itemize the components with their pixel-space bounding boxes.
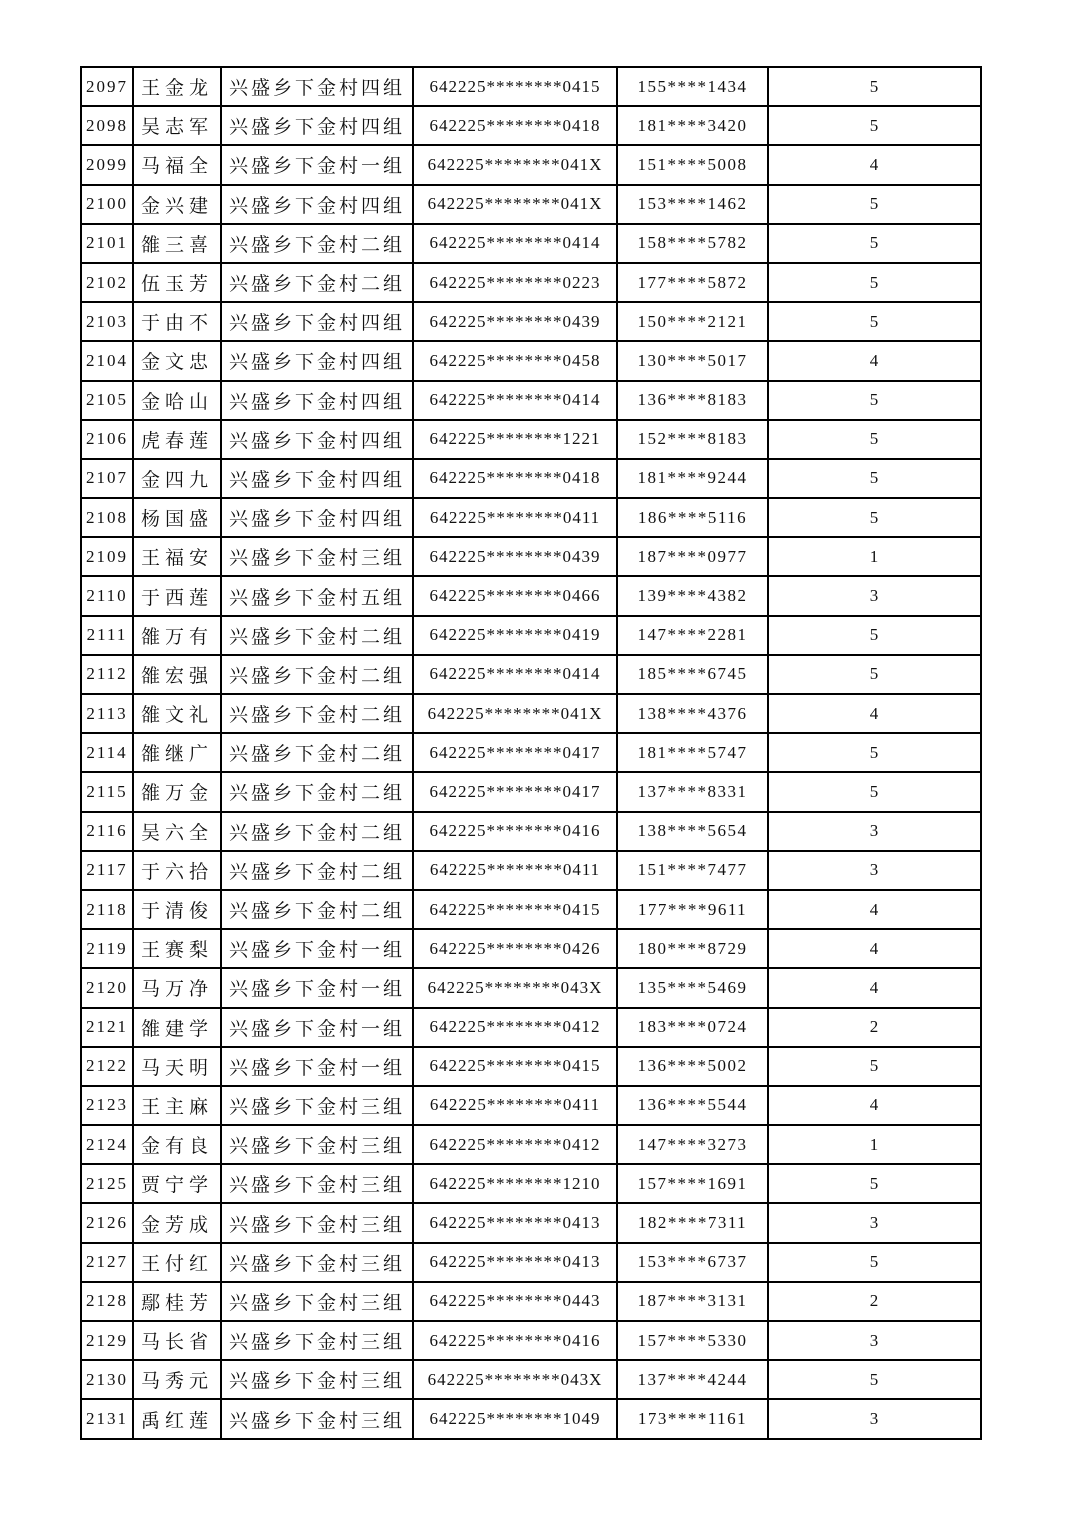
masked-phone-cell: 186****5116 xyxy=(617,498,768,537)
person-name-cell: 金四九 xyxy=(133,459,221,498)
person-name-cell: 杨国盛 xyxy=(133,498,221,537)
person-name-cell: 贾宁学 xyxy=(133,1164,221,1203)
count-cell: 4 xyxy=(768,1086,981,1125)
serial-number-cell: 2126 xyxy=(81,1203,133,1242)
masked-phone-cell: 153****6737 xyxy=(617,1243,768,1282)
masked-phone-cell: 152****8183 xyxy=(617,420,768,459)
village-group-cell: 兴盛乡下金村三组 xyxy=(221,1399,413,1439)
person-name-cell: 雒继广 xyxy=(133,733,221,772)
table-row xyxy=(81,420,981,459)
count-cell: 5 xyxy=(768,302,981,341)
serial-number-cell: 2097 xyxy=(81,67,133,106)
masked-id-number-cell: 642225********0418 xyxy=(413,106,617,145)
person-name-cell: 雒万金 xyxy=(133,772,221,811)
person-name-cell: 马长省 xyxy=(133,1321,221,1360)
masked-phone-cell: 177****9611 xyxy=(617,890,768,929)
person-name-cell: 于清俊 xyxy=(133,890,221,929)
masked-phone-cell: 137****8331 xyxy=(617,772,768,811)
serial-number-cell: 2131 xyxy=(81,1399,133,1439)
masked-id-number-cell: 642225********1221 xyxy=(413,420,617,459)
masked-phone-cell: 155****1434 xyxy=(617,67,768,106)
masked-id-number-cell: 642225********0413 xyxy=(413,1243,617,1282)
count-cell: 5 xyxy=(768,1360,981,1399)
masked-id-number-cell: 642225********0439 xyxy=(413,302,617,341)
person-name-cell: 马天明 xyxy=(133,1047,221,1086)
table-row xyxy=(81,1164,981,1203)
masked-phone-cell: 180****8729 xyxy=(617,929,768,968)
serial-number-cell: 2113 xyxy=(81,694,133,733)
serial-number-cell: 2111 xyxy=(81,616,133,655)
count-cell: 1 xyxy=(768,1125,981,1164)
count-cell: 3 xyxy=(768,1321,981,1360)
serial-number-cell: 2099 xyxy=(81,145,133,184)
count-cell: 5 xyxy=(768,420,981,459)
table-row xyxy=(81,263,981,302)
masked-id-number-cell: 642225********0418 xyxy=(413,459,617,498)
table-row xyxy=(81,1243,981,1282)
serial-number-cell: 2100 xyxy=(81,185,133,224)
serial-number-cell: 2102 xyxy=(81,263,133,302)
person-name-cell: 王福安 xyxy=(133,537,221,576)
masked-phone-cell: 157****5330 xyxy=(617,1321,768,1360)
serial-number-cell: 2127 xyxy=(81,1243,133,1282)
masked-phone-cell: 139****4382 xyxy=(617,576,768,615)
masked-phone-cell: 187****3131 xyxy=(617,1282,768,1321)
village-group-cell: 兴盛乡下金村二组 xyxy=(221,263,413,302)
serial-number-cell: 2114 xyxy=(81,733,133,772)
count-cell: 4 xyxy=(768,890,981,929)
table-row xyxy=(81,812,981,851)
masked-phone-cell: 138****5654 xyxy=(617,812,768,851)
person-name-cell: 雒三喜 xyxy=(133,224,221,263)
village-group-cell: 兴盛乡下金村三组 xyxy=(221,1282,413,1321)
table-row xyxy=(81,537,981,576)
table-row xyxy=(81,1321,981,1360)
masked-phone-cell: 151****5008 xyxy=(617,145,768,184)
serial-number-cell: 2125 xyxy=(81,1164,133,1203)
village-group-cell: 兴盛乡下金村一组 xyxy=(221,145,413,184)
village-group-cell: 兴盛乡下金村一组 xyxy=(221,1008,413,1047)
person-name-cell: 金兴建 xyxy=(133,185,221,224)
table-row xyxy=(81,1282,981,1321)
serial-number-cell: 2122 xyxy=(81,1047,133,1086)
table-row xyxy=(81,1008,981,1047)
masked-phone-cell: 173****1161 xyxy=(617,1399,768,1439)
village-group-cell: 兴盛乡下金村二组 xyxy=(221,851,413,890)
masked-id-number-cell: 642225********043X xyxy=(413,1360,617,1399)
count-cell: 5 xyxy=(768,616,981,655)
count-cell: 4 xyxy=(768,929,981,968)
count-cell: 5 xyxy=(768,1047,981,1086)
masked-phone-cell: 157****1691 xyxy=(617,1164,768,1203)
table-row xyxy=(81,1360,981,1399)
serial-number-cell: 2128 xyxy=(81,1282,133,1321)
table-row xyxy=(81,106,981,145)
masked-phone-cell: 181****3420 xyxy=(617,106,768,145)
person-name-cell: 伍玉芳 xyxy=(133,263,221,302)
table-row xyxy=(81,655,981,694)
masked-id-number-cell: 642225********0439 xyxy=(413,537,617,576)
person-name-cell: 禹红莲 xyxy=(133,1399,221,1439)
serial-number-cell: 2117 xyxy=(81,851,133,890)
village-group-cell: 兴盛乡下金村二组 xyxy=(221,655,413,694)
table-row xyxy=(81,1125,981,1164)
count-cell: 5 xyxy=(768,381,981,420)
masked-id-number-cell: 642225********041X xyxy=(413,145,617,184)
masked-phone-cell: 185****6745 xyxy=(617,655,768,694)
person-name-cell: 王主麻 xyxy=(133,1086,221,1125)
masked-id-number-cell: 642225********0466 xyxy=(413,576,617,615)
serial-number-cell: 2104 xyxy=(81,341,133,380)
masked-id-number-cell: 642225********0411 xyxy=(413,498,617,537)
serial-number-cell: 2129 xyxy=(81,1321,133,1360)
masked-id-number-cell: 642225********041X xyxy=(413,694,617,733)
masked-phone-cell: 147****2281 xyxy=(617,616,768,655)
table-row xyxy=(81,185,981,224)
count-cell: 5 xyxy=(768,733,981,772)
person-name-cell: 于西莲 xyxy=(133,576,221,615)
serial-number-cell: 2118 xyxy=(81,890,133,929)
masked-phone-cell: 130****5017 xyxy=(617,341,768,380)
person-name-cell: 吴志军 xyxy=(133,106,221,145)
person-name-cell: 马万净 xyxy=(133,968,221,1007)
village-group-cell: 兴盛乡下金村四组 xyxy=(221,341,413,380)
serial-number-cell: 2105 xyxy=(81,381,133,420)
count-cell: 5 xyxy=(768,1164,981,1203)
count-cell: 5 xyxy=(768,498,981,537)
masked-phone-cell: 136****5544 xyxy=(617,1086,768,1125)
count-cell: 4 xyxy=(768,341,981,380)
masked-id-number-cell: 642225********0414 xyxy=(413,224,617,263)
count-cell: 3 xyxy=(768,576,981,615)
village-group-cell: 兴盛乡下金村四组 xyxy=(221,302,413,341)
person-name-cell: 雒万有 xyxy=(133,616,221,655)
village-group-cell: 兴盛乡下金村三组 xyxy=(221,1086,413,1125)
village-group-cell: 兴盛乡下金村二组 xyxy=(221,890,413,929)
village-group-cell: 兴盛乡下金村二组 xyxy=(221,224,413,263)
masked-id-number-cell: 642225********0426 xyxy=(413,929,617,968)
count-cell: 5 xyxy=(768,655,981,694)
masked-phone-cell: 177****5872 xyxy=(617,263,768,302)
table-row xyxy=(81,1047,981,1086)
person-name-cell: 金哈山 xyxy=(133,381,221,420)
serial-number-cell: 2101 xyxy=(81,224,133,263)
serial-number-cell: 2119 xyxy=(81,929,133,968)
masked-id-number-cell: 642225********0419 xyxy=(413,616,617,655)
count-cell: 4 xyxy=(768,968,981,1007)
count-cell: 5 xyxy=(768,1243,981,1282)
table-row xyxy=(81,1086,981,1125)
table-row xyxy=(81,498,981,537)
masked-phone-cell: 137****4244 xyxy=(617,1360,768,1399)
village-group-cell: 兴盛乡下金村二组 xyxy=(221,694,413,733)
serial-number-cell: 2106 xyxy=(81,420,133,459)
count-cell: 3 xyxy=(768,1399,981,1439)
village-group-cell: 兴盛乡下金村二组 xyxy=(221,616,413,655)
village-group-cell: 兴盛乡下金村三组 xyxy=(221,1125,413,1164)
village-group-cell: 兴盛乡下金村三组 xyxy=(221,1360,413,1399)
person-name-cell: 鄢桂芳 xyxy=(133,1282,221,1321)
person-name-cell: 于六拾 xyxy=(133,851,221,890)
masked-id-number-cell: 642225********041X xyxy=(413,185,617,224)
masked-id-number-cell: 642225********0415 xyxy=(413,67,617,106)
masked-id-number-cell: 642225********0443 xyxy=(413,1282,617,1321)
count-cell: 5 xyxy=(768,263,981,302)
serial-number-cell: 2130 xyxy=(81,1360,133,1399)
village-group-cell: 兴盛乡下金村二组 xyxy=(221,812,413,851)
village-group-cell: 兴盛乡下金村四组 xyxy=(221,459,413,498)
masked-id-number-cell: 642225********0412 xyxy=(413,1008,617,1047)
person-name-cell: 王付红 xyxy=(133,1243,221,1282)
count-cell: 5 xyxy=(768,772,981,811)
masked-phone-cell: 151****7477 xyxy=(617,851,768,890)
masked-id-number-cell: 642225********0412 xyxy=(413,1125,617,1164)
person-name-cell: 马秀元 xyxy=(133,1360,221,1399)
masked-id-number-cell: 642225********0415 xyxy=(413,890,617,929)
village-group-cell: 兴盛乡下金村四组 xyxy=(221,381,413,420)
masked-id-number-cell: 642225********0417 xyxy=(413,733,617,772)
serial-number-cell: 2123 xyxy=(81,1086,133,1125)
serial-number-cell: 2103 xyxy=(81,302,133,341)
masked-phone-cell: 138****4376 xyxy=(617,694,768,733)
count-cell: 3 xyxy=(768,1203,981,1242)
serial-number-cell: 2120 xyxy=(81,968,133,1007)
masked-phone-cell: 181****9244 xyxy=(617,459,768,498)
resident-roster-table xyxy=(80,66,982,1440)
masked-phone-cell: 182****7311 xyxy=(617,1203,768,1242)
village-group-cell: 兴盛乡下金村四组 xyxy=(221,185,413,224)
masked-id-number-cell: 642225********0223 xyxy=(413,263,617,302)
masked-id-number-cell: 642225********0415 xyxy=(413,1047,617,1086)
person-name-cell: 王金龙 xyxy=(133,67,221,106)
table-row xyxy=(81,459,981,498)
serial-number-cell: 2108 xyxy=(81,498,133,537)
serial-number-cell: 2115 xyxy=(81,772,133,811)
table-row xyxy=(81,929,981,968)
village-group-cell: 兴盛乡下金村四组 xyxy=(221,420,413,459)
village-group-cell: 兴盛乡下金村五组 xyxy=(221,576,413,615)
masked-phone-cell: 181****5747 xyxy=(617,733,768,772)
person-name-cell: 王赛梨 xyxy=(133,929,221,968)
village-group-cell: 兴盛乡下金村三组 xyxy=(221,1243,413,1282)
village-group-cell: 兴盛乡下金村一组 xyxy=(221,968,413,1007)
person-name-cell: 雒文礼 xyxy=(133,694,221,733)
serial-number-cell: 2107 xyxy=(81,459,133,498)
table-row xyxy=(81,341,981,380)
masked-phone-cell: 153****1462 xyxy=(617,185,768,224)
person-name-cell: 于由不 xyxy=(133,302,221,341)
table-row xyxy=(81,381,981,420)
serial-number-cell: 2121 xyxy=(81,1008,133,1047)
masked-phone-cell: 136****8183 xyxy=(617,381,768,420)
serial-number-cell: 2116 xyxy=(81,812,133,851)
masked-phone-cell: 147****3273 xyxy=(617,1125,768,1164)
person-name-cell: 金文忠 xyxy=(133,341,221,380)
masked-id-number-cell: 642225********0458 xyxy=(413,341,617,380)
table-row xyxy=(81,616,981,655)
table-row xyxy=(81,1399,981,1439)
count-cell: 4 xyxy=(768,145,981,184)
village-group-cell: 兴盛乡下金村一组 xyxy=(221,1047,413,1086)
masked-id-number-cell: 642225********043X xyxy=(413,968,617,1007)
person-name-cell: 金有良 xyxy=(133,1125,221,1164)
count-cell: 4 xyxy=(768,694,981,733)
table-row xyxy=(81,302,981,341)
masked-id-number-cell: 642225********0414 xyxy=(413,381,617,420)
table-row xyxy=(81,772,981,811)
person-name-cell: 马福全 xyxy=(133,145,221,184)
masked-id-number-cell: 642225********0413 xyxy=(413,1203,617,1242)
count-cell: 3 xyxy=(768,812,981,851)
village-group-cell: 兴盛乡下金村三组 xyxy=(221,1203,413,1242)
masked-phone-cell: 187****0977 xyxy=(617,537,768,576)
masked-phone-cell: 136****5002 xyxy=(617,1047,768,1086)
masked-id-number-cell: 642225********1049 xyxy=(413,1399,617,1439)
village-group-cell: 兴盛乡下金村四组 xyxy=(221,106,413,145)
table-row xyxy=(81,890,981,929)
masked-phone-cell: 150****2121 xyxy=(617,302,768,341)
masked-id-number-cell: 642225********0411 xyxy=(413,1086,617,1125)
masked-id-number-cell: 642225********0416 xyxy=(413,812,617,851)
village-group-cell: 兴盛乡下金村三组 xyxy=(221,537,413,576)
village-group-cell: 兴盛乡下金村三组 xyxy=(221,1321,413,1360)
masked-phone-cell: 158****5782 xyxy=(617,224,768,263)
masked-id-number-cell: 642225********0416 xyxy=(413,1321,617,1360)
table-body xyxy=(81,67,981,1439)
count-cell: 1 xyxy=(768,537,981,576)
serial-number-cell: 2110 xyxy=(81,576,133,615)
table-row xyxy=(81,733,981,772)
village-group-cell: 兴盛乡下金村二组 xyxy=(221,772,413,811)
table-row xyxy=(81,67,981,106)
count-cell: 5 xyxy=(768,185,981,224)
serial-number-cell: 2124 xyxy=(81,1125,133,1164)
village-group-cell: 兴盛乡下金村四组 xyxy=(221,498,413,537)
masked-id-number-cell: 642225********1210 xyxy=(413,1164,617,1203)
table-row xyxy=(81,694,981,733)
person-name-cell: 雒建学 xyxy=(133,1008,221,1047)
masked-phone-cell: 135****5469 xyxy=(617,968,768,1007)
table-row xyxy=(81,968,981,1007)
serial-number-cell: 2098 xyxy=(81,106,133,145)
masked-id-number-cell: 642225********0417 xyxy=(413,772,617,811)
table-row xyxy=(81,576,981,615)
person-name-cell: 吴六全 xyxy=(133,812,221,851)
count-cell: 5 xyxy=(768,106,981,145)
table-row xyxy=(81,1203,981,1242)
person-name-cell: 虎春莲 xyxy=(133,420,221,459)
count-cell: 2 xyxy=(768,1282,981,1321)
count-cell: 3 xyxy=(768,851,981,890)
count-cell: 2 xyxy=(768,1008,981,1047)
masked-id-number-cell: 642225********0414 xyxy=(413,655,617,694)
village-group-cell: 兴盛乡下金村三组 xyxy=(221,1164,413,1203)
table-row xyxy=(81,145,981,184)
person-name-cell: 雒宏强 xyxy=(133,655,221,694)
person-name-cell: 金芳成 xyxy=(133,1203,221,1242)
village-group-cell: 兴盛乡下金村二组 xyxy=(221,733,413,772)
village-group-cell: 兴盛乡下金村四组 xyxy=(221,67,413,106)
masked-id-number-cell: 642225********0411 xyxy=(413,851,617,890)
count-cell: 5 xyxy=(768,224,981,263)
count-cell: 5 xyxy=(768,459,981,498)
village-group-cell: 兴盛乡下金村一组 xyxy=(221,929,413,968)
serial-number-cell: 2109 xyxy=(81,537,133,576)
table-row xyxy=(81,851,981,890)
count-cell: 5 xyxy=(768,67,981,106)
serial-number-cell: 2112 xyxy=(81,655,133,694)
masked-phone-cell: 183****0724 xyxy=(617,1008,768,1047)
table-row xyxy=(81,224,981,263)
